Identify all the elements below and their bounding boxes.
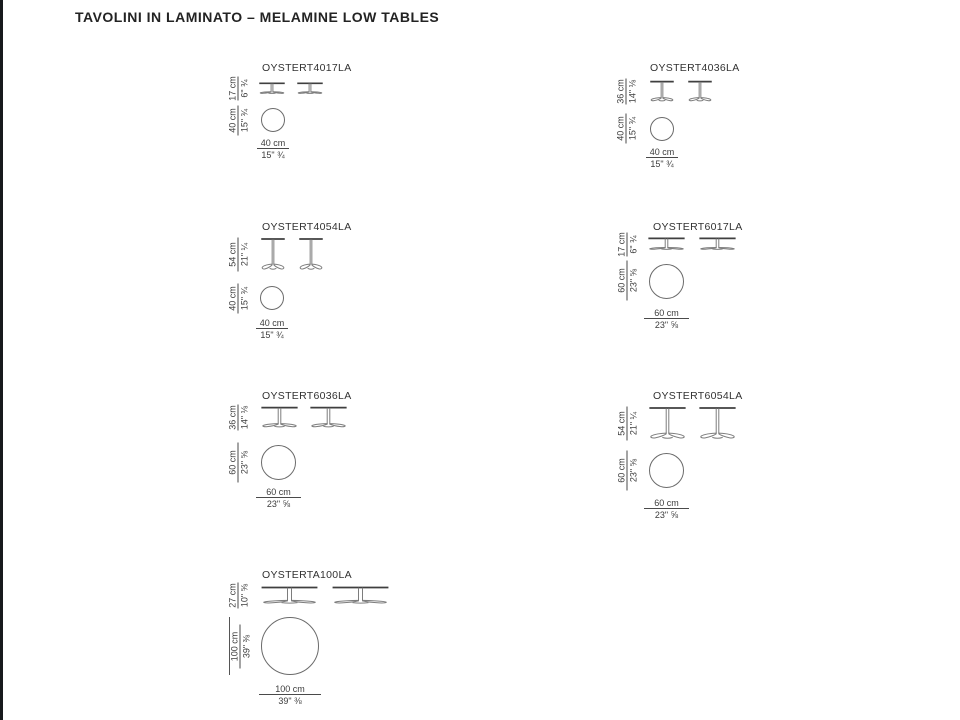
diameter-cm-value: 100 cm	[275, 683, 305, 694]
tabletop-circle-drawing	[261, 445, 296, 480]
diameter-in-value: 15" ¾	[650, 158, 674, 169]
table-front-view-drawing	[649, 407, 686, 440]
height-in-value: 14" ⅛	[627, 79, 637, 104]
model-label: OYSTERT4036LA	[650, 62, 740, 74]
diameter-in-value: 15" ¾	[239, 286, 249, 311]
diameter-dimension-vertical	[228, 284, 249, 314]
model-label: OYSTERT4017LA	[262, 62, 352, 74]
diameter-cm-value: 100 cm	[229, 631, 239, 662]
diameter-in-value: 15" ¾	[261, 149, 285, 160]
diameter-dimension-horizontal	[644, 498, 689, 519]
diameter-cm-value: 40 cm	[259, 317, 285, 328]
diameter-in-value: 23" ⅝	[628, 458, 638, 483]
table-front-view-drawing	[261, 587, 318, 604]
height-cm-value: 17 cm	[227, 76, 237, 101]
height-in-value: 14" ⅛	[239, 405, 249, 430]
tabletop-circle-drawing	[261, 108, 285, 132]
table-side-view-drawing	[310, 407, 347, 428]
tabletop-circle-drawing	[649, 264, 684, 299]
diameter-cm-value: 40 cm	[260, 137, 286, 148]
tabletop-circle-drawing	[261, 617, 319, 675]
diameter-in-value: 23" ⅝	[628, 268, 638, 293]
height-cm-value: 36 cm	[615, 79, 625, 104]
diameter-in-value: 15" ¾	[239, 108, 249, 133]
diameter-cm-value: 60 cm	[266, 486, 291, 497]
model-label: OYSTERT6036LA	[262, 390, 352, 402]
height-in-value: 21" ¼	[239, 242, 249, 267]
diameter-in-value: 23" ⅝	[239, 450, 249, 475]
tabletop-circle-drawing	[260, 286, 284, 310]
diameter-cm-value: 60 cm	[654, 307, 679, 318]
diameter-dimension-vertical	[617, 261, 638, 301]
height-in-value: 6" ¾	[239, 79, 249, 98]
page-title: TAVOLINI IN LAMINATO – MELAMINE LOW TABLES	[75, 9, 440, 25]
diameter-cm-value: 60 cm	[227, 450, 237, 475]
diameter-in-value: 39" ⅜	[241, 634, 251, 659]
height-cm-value: 27 cm	[227, 583, 237, 608]
scan-edge-artifact	[0, 0, 3, 720]
height-cm-value: 17 cm	[616, 232, 626, 257]
height-dimension	[228, 583, 249, 609]
height-dimension	[617, 233, 638, 257]
diameter-dimension-horizontal	[256, 318, 288, 339]
diameter-dimension-vertical	[230, 625, 251, 669]
diameter-dimension-vertical	[616, 114, 637, 144]
height-in-value: 10" ⅝	[239, 583, 249, 608]
height-in-value: 6" ¾	[628, 235, 638, 254]
table-front-view-drawing	[261, 407, 298, 428]
table-side-view-drawing	[688, 81, 712, 102]
diameter-in-value: 23" ⅝	[266, 498, 291, 509]
diameter-in-value: 39" ⅜	[278, 695, 302, 706]
height-cm-value: 54 cm	[227, 242, 237, 267]
model-label: OYSTERT6054LA	[653, 390, 743, 402]
model-label: OYSTERT6017LA	[653, 221, 743, 233]
diameter-cm-value: 60 cm	[616, 458, 626, 483]
diameter-cm-value: 60 cm	[616, 268, 626, 293]
diameter-in-value: 15" ¾	[627, 116, 637, 141]
diameter-dimension-horizontal	[644, 308, 689, 329]
diameter-dimension-horizontal	[256, 487, 301, 508]
table-front-view-drawing	[648, 238, 685, 250]
diameter-dimension-horizontal	[259, 684, 321, 705]
table-front-view-drawing	[261, 238, 285, 271]
diameter-dimension-vertical	[228, 106, 249, 136]
height-in-value: 21" ¼	[628, 411, 638, 436]
diameter-in-value: 23" ⅝	[654, 319, 679, 330]
height-dimension	[228, 238, 249, 272]
table-front-view-drawing	[259, 83, 285, 94]
model-label: OYSTERT4054LA	[262, 221, 352, 233]
table-side-view-drawing	[332, 587, 389, 604]
table-side-view-drawing	[299, 238, 323, 271]
diameter-cm-value: 60 cm	[654, 497, 679, 508]
tabletop-circle-drawing	[649, 453, 684, 488]
diameter-cm-value: 40 cm	[227, 108, 237, 133]
height-dimension	[228, 77, 249, 101]
table-front-view-drawing	[650, 81, 674, 102]
diameter-cm-value: 40 cm	[615, 116, 625, 141]
table-side-view-drawing	[699, 407, 736, 440]
height-cm-value: 54 cm	[616, 411, 626, 436]
diameter-dimension-horizontal	[646, 147, 678, 168]
model-label: OYSTERTA100LA	[262, 569, 352, 581]
height-dimension	[228, 405, 249, 431]
table-side-view-drawing	[297, 83, 323, 94]
height-dimension	[617, 407, 638, 441]
height-dimension	[616, 79, 637, 105]
diameter-dimension-vertical	[617, 451, 638, 491]
diameter-cm-value: 40 cm	[227, 286, 237, 311]
height-cm-value: 36 cm	[227, 405, 237, 430]
diameter-dimension-vertical	[228, 443, 249, 483]
diameter-in-value: 15" ¾	[260, 329, 284, 340]
diameter-dimension-horizontal	[257, 138, 289, 159]
diameter-in-value: 23" ⅝	[654, 509, 679, 520]
diameter-cm-value: 40 cm	[649, 146, 675, 157]
table-side-view-drawing	[699, 238, 736, 250]
tabletop-circle-drawing	[650, 117, 674, 141]
